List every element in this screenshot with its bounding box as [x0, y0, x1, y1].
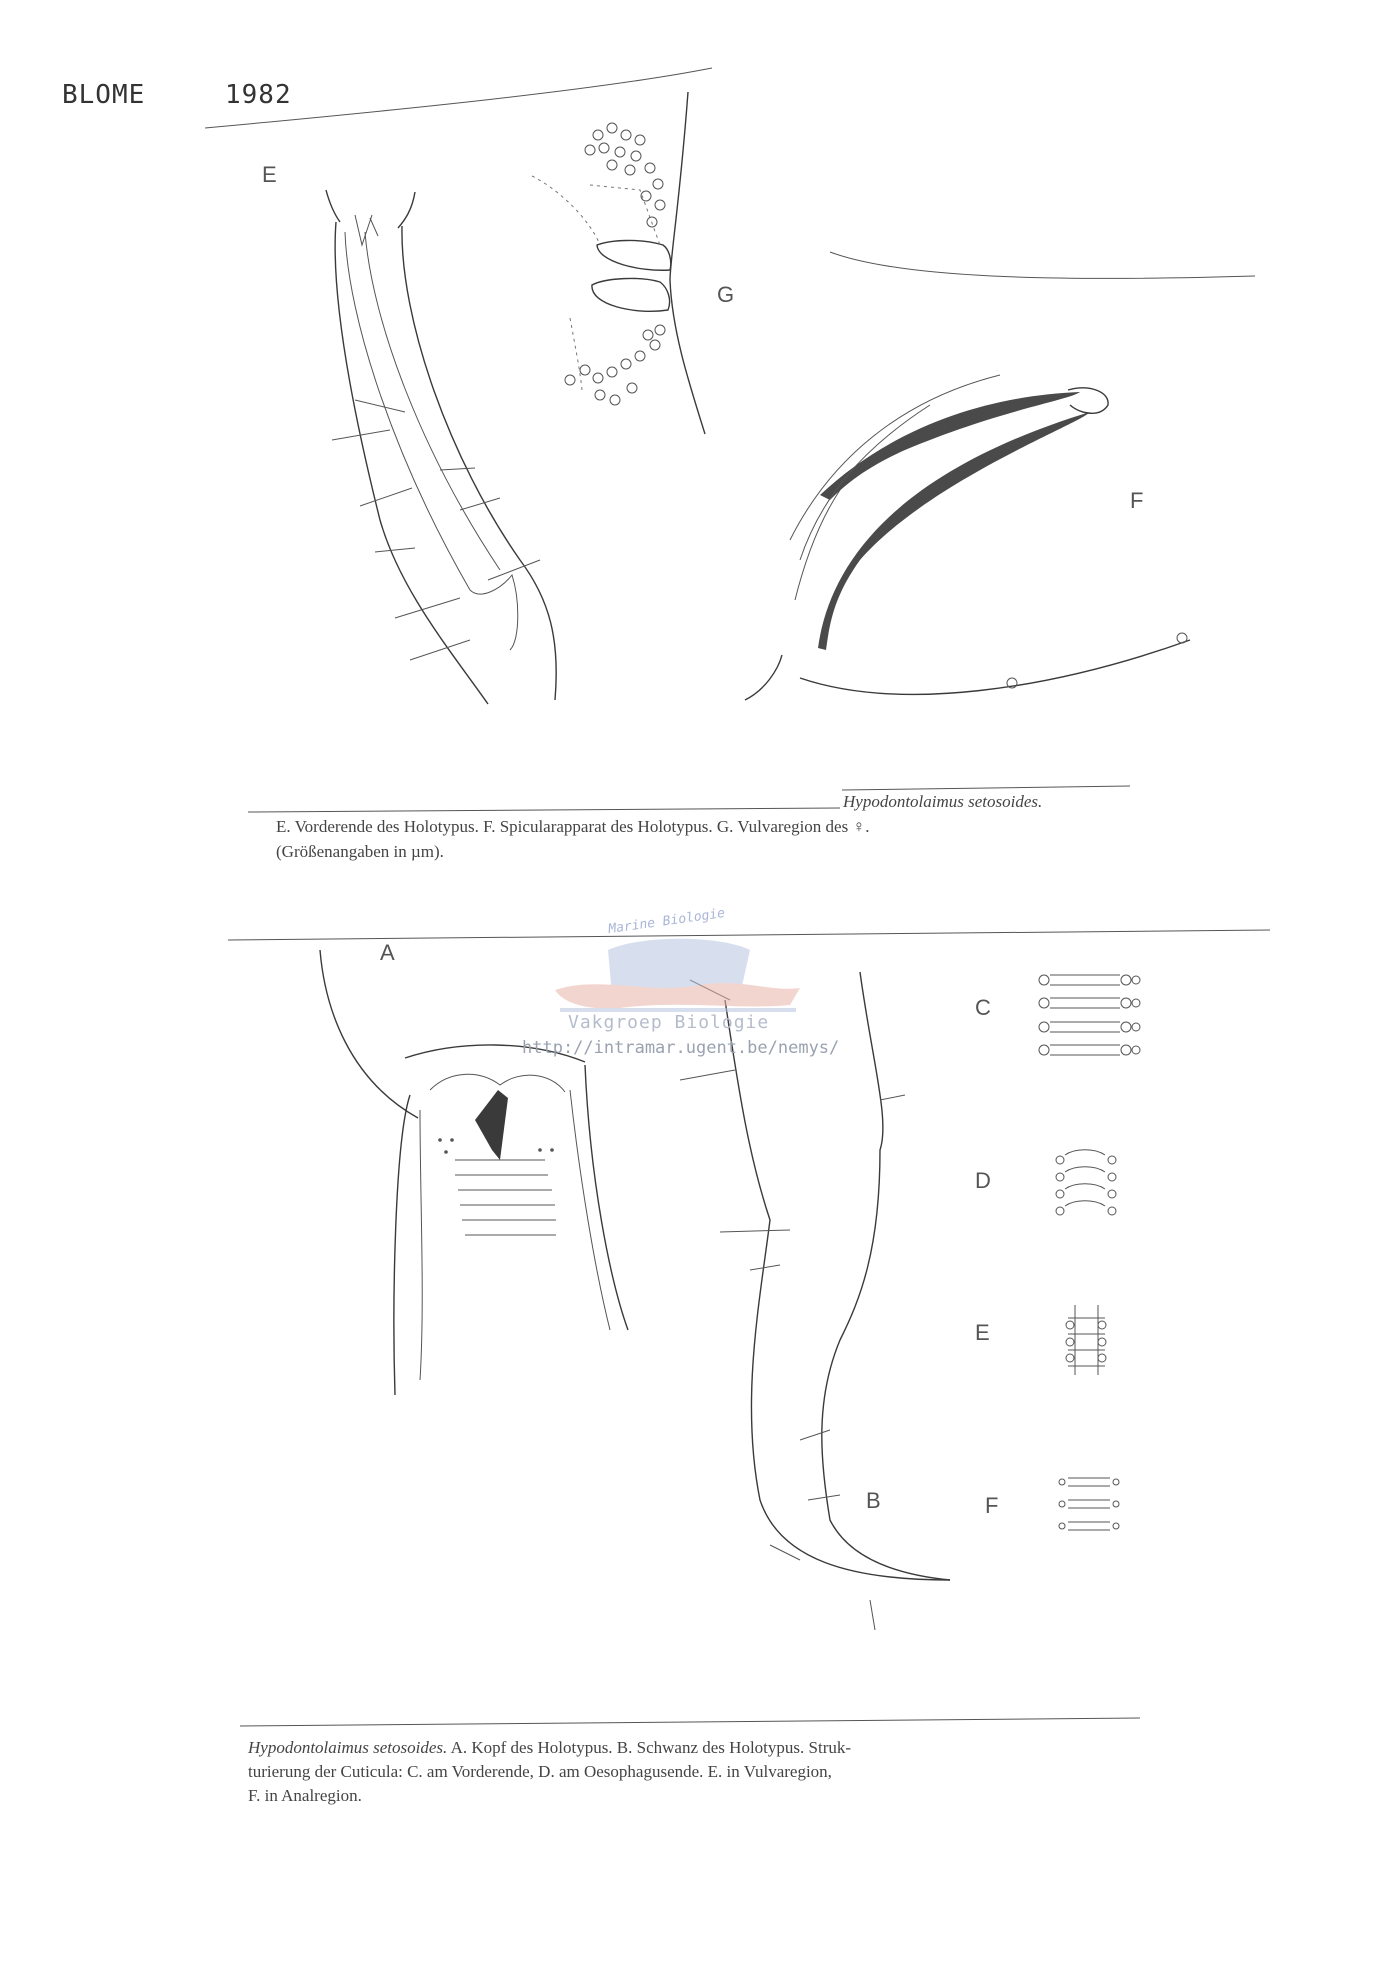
fig2-panel-label-f: F — [985, 1493, 999, 1518]
fig1-panel-label-g: G — [717, 282, 735, 307]
fig1-panel-label-f: F — [1130, 488, 1144, 513]
fig1-caption-species: Hypodontolaimus setosoides. — [843, 792, 1043, 811]
fig1-border-top-left — [205, 68, 712, 128]
panel-e-anterior-end — [326, 190, 556, 704]
fig2-caption-rule — [240, 1718, 1140, 1726]
fig1-caption-line1: E. Vorderende des Holotypus. F. Spicularapparat des Holotypus. G. Vulvaregion des ♀. — [276, 817, 870, 836]
panel-f-cuticle-anal — [1059, 1478, 1119, 1530]
watermark-logo — [555, 919, 800, 1012]
fig2-caption-line3: F. in Analregion. — [248, 1786, 362, 1805]
author-name: BLOME — [62, 80, 146, 110]
fig2-panel-label-b: B — [866, 1488, 881, 1513]
panel-f-spicular-apparatus — [745, 375, 1190, 700]
fig1-panel-label-e: E — [262, 162, 277, 187]
panel-g-vulva-region — [532, 92, 705, 434]
panel-e-cuticle-vulva — [1066, 1305, 1106, 1375]
fig2-panel-label-e: E — [975, 1320, 990, 1345]
fig2-caption-line2: turierung der Cuticula: C. am Vorderende, D. am Oesophagusende. E. in Vulvaregion, — [248, 1762, 832, 1781]
panel-d-cuticle-oesophagus — [1056, 1150, 1116, 1215]
fig1-caption-line2: (Größenangaben in µm). — [276, 842, 444, 861]
fig2-caption-line1: A. Kopf des Holotypus. B. Schwanz des Holotypus. Struk- — [450, 1738, 852, 1757]
fig2-caption-species: Hypodontolaimus setosoides. — [248, 1738, 448, 1757]
fig1-caption-rule-left — [248, 808, 840, 812]
fig2-caption — [248, 1736, 851, 1808]
fig2-panel-label-c: C — [975, 995, 991, 1020]
panel-b-tail — [680, 972, 950, 1630]
fig2-panel-label-d: D — [975, 1168, 991, 1193]
watermark-url: http://intramar.ugent.be/nemys/ — [522, 1038, 840, 1058]
fig2-panel-label-a: A — [380, 940, 395, 965]
watermark-arc-text: Marine Biologie — [607, 905, 726, 938]
panel-c-cuticle-anterior — [1039, 975, 1140, 1055]
publication-year: 1982 — [225, 80, 292, 110]
fig2-border-top — [228, 930, 1270, 940]
watermark-org: Vakgroep Biologie — [568, 1012, 770, 1033]
fig1-border-top-right — [830, 252, 1255, 278]
